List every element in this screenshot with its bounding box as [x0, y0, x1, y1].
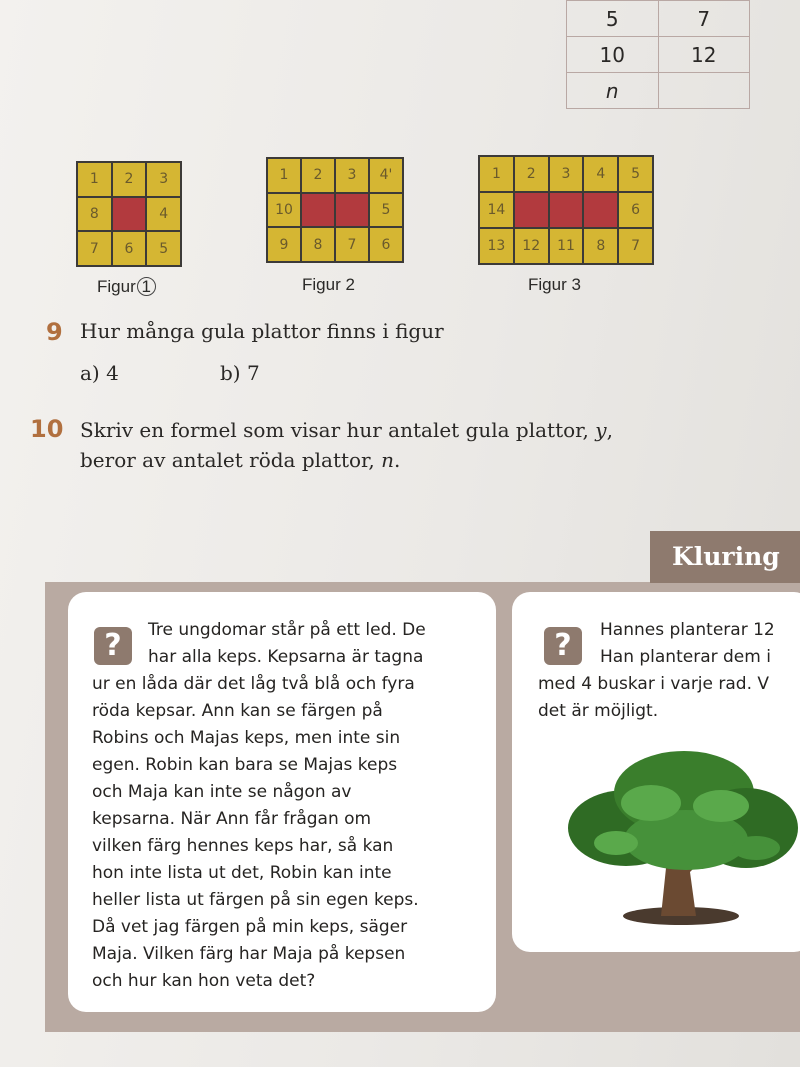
- text-line: Han planterar dem i: [600, 647, 771, 667]
- red-tile: [113, 198, 146, 231]
- table-cell: 12: [658, 37, 750, 73]
- yellow-tile: 3: [550, 157, 583, 191]
- yellow-tile: 4: [584, 157, 617, 191]
- yellow-tile: 13: [480, 229, 513, 263]
- yellow-tile: 4: [147, 198, 180, 231]
- red-tile: [584, 193, 617, 227]
- text-line: ur en låda där det låg två blå och fyra: [92, 674, 415, 694]
- figure-3-label: Figur 3: [528, 275, 581, 294]
- yellow-tile: 7: [78, 232, 111, 265]
- kluring-header: Kluring: [650, 531, 800, 583]
- text-line: röda kepsar. Ann kan se färgen på: [92, 701, 383, 721]
- question-10-number: 10: [30, 415, 64, 443]
- tree-foliage: [732, 836, 780, 860]
- kluring-card-1: [68, 592, 496, 1012]
- table-cell: 7: [658, 1, 750, 37]
- text-line: Hannes planterar 12: [600, 620, 775, 640]
- yellow-tile: 3: [336, 159, 368, 192]
- yellow-tile: 9: [268, 228, 300, 261]
- yellow-tile: 2: [515, 157, 548, 191]
- table-cell: 10: [567, 37, 659, 73]
- q10-text: Skriv en formel som visar hur antalet gula plattor,: [80, 418, 596, 442]
- yellow-tile: 6: [619, 193, 652, 227]
- red-tile: [515, 193, 548, 227]
- yellow-tile: 12: [515, 229, 548, 263]
- yellow-tile: 1: [480, 157, 513, 191]
- yellow-tile: 1: [78, 163, 111, 196]
- q10-punct: .: [394, 448, 401, 472]
- table-row: [567, 37, 750, 73]
- figure-2-grid: [266, 157, 404, 263]
- text-line: Tre ungdomar står på ett led. De: [148, 620, 426, 640]
- yellow-tile: 1: [268, 159, 300, 192]
- yellow-tile: 3: [147, 163, 180, 196]
- text-line: det är möjligt.: [538, 701, 659, 721]
- figure-3-grid: [478, 155, 654, 265]
- yellow-tile: 4': [370, 159, 402, 192]
- yellow-tile: 8: [78, 198, 111, 231]
- q10-var-y: y: [595, 418, 607, 442]
- yellow-tile: 5: [619, 157, 652, 191]
- figure-2-label: Figur 2: [302, 275, 355, 294]
- text-line: Då vet jag färgen på min keps, säger: [92, 917, 408, 937]
- yellow-tile: 5: [370, 194, 402, 227]
- question-10-line-1: [80, 418, 613, 442]
- value-table: [566, 0, 750, 109]
- question-9-option-a: a) 4: [80, 361, 119, 385]
- question-9-number: 9: [46, 318, 63, 346]
- table-cell: n: [567, 73, 659, 109]
- text-line: och hur kan hon veta det?: [92, 971, 316, 991]
- figure-1-grid: [76, 161, 182, 267]
- yellow-tile: 6: [113, 232, 146, 265]
- tree-illustration: [556, 748, 800, 928]
- yellow-tile: 2: [113, 163, 146, 196]
- text-line: har alla keps. Kepsarna är tagna: [148, 647, 424, 667]
- yellow-tile: 14: [480, 193, 513, 227]
- q10-var-n: n: [381, 448, 395, 472]
- text-line: vilken färg hennes keps har, så kan: [92, 836, 394, 856]
- text-line: kepsarna. När Ann får frågan om: [92, 809, 372, 829]
- figure-1-label-text: Figur: [97, 277, 136, 296]
- question-9-text: Hur många gula plattor finns i figur: [80, 319, 444, 343]
- q10-text: beror av antalet röda plattor,: [80, 448, 382, 472]
- text-line: heller lista ut färgen på sin egen keps.: [92, 890, 419, 910]
- yellow-tile: 8: [584, 229, 617, 263]
- question-10-line-2: [80, 448, 400, 472]
- yellow-tile: 11: [550, 229, 583, 263]
- red-tile: [550, 193, 583, 227]
- table-row: [567, 1, 750, 37]
- text-line: Maja. Vilken färg har Maja på kepsen: [92, 944, 406, 964]
- text-line: Robins och Majas keps, men inte sin: [92, 728, 401, 748]
- table-cell: [658, 73, 750, 109]
- text-line: egen. Robin kan bara se Majas keps: [92, 755, 398, 775]
- text-line: med 4 buskar i varje rad. V: [538, 674, 770, 694]
- figure-1-label: [97, 277, 156, 297]
- question-mark-icon: ?: [544, 627, 582, 665]
- text-line: och Maja kan inte se någon av: [92, 782, 352, 802]
- figure-1-number: 1: [137, 277, 156, 296]
- text-line: hon inte lista ut det, Robin kan inte: [92, 863, 392, 883]
- yellow-tile: 8: [302, 228, 334, 261]
- tree-foliage: [594, 831, 638, 855]
- tree-foliage: [693, 790, 749, 822]
- q10-punct: ,: [606, 418, 613, 442]
- yellow-tile: 7: [336, 228, 368, 261]
- tree-foliage: [621, 785, 681, 821]
- yellow-tile: 5: [147, 232, 180, 265]
- yellow-tile: 6: [370, 228, 402, 261]
- red-tile: [336, 194, 368, 227]
- yellow-tile: 2: [302, 159, 334, 192]
- yellow-tile: 7: [619, 229, 652, 263]
- question-9-option-b: b) 7: [220, 361, 260, 385]
- table-row: [567, 73, 750, 109]
- table-cell: 5: [567, 1, 659, 37]
- yellow-tile: 10: [268, 194, 300, 227]
- question-mark-icon: ?: [94, 627, 132, 665]
- red-tile: [302, 194, 334, 227]
